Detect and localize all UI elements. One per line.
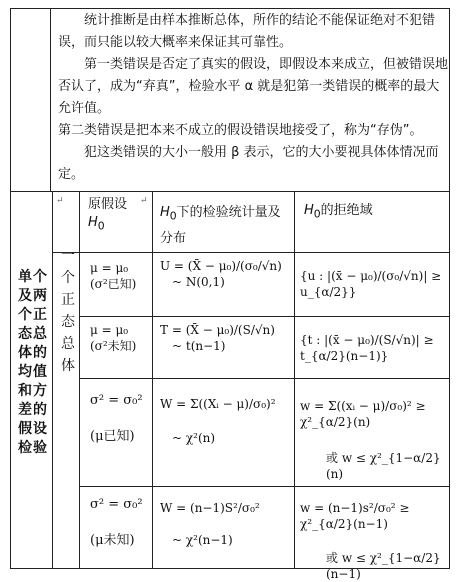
intro-paragraph-4: 犯这类错误的大小一般用 β 表示，它的大小要视具体体情况而定。: [58, 145, 439, 182]
row-3-rejection-text: w = Σ((xᵢ − μ)/σ₀)² ≥ χ²_{α/2}(n): [300, 399, 426, 429]
section-subtitle: 一个正态总体: [61, 248, 75, 374]
header-rejection-symbol: H: [304, 203, 314, 218]
intro-bottom-border: [10, 191, 450, 192]
header-hypothesis-symbol: H: [88, 215, 98, 230]
row-3-hypothesis-text: σ² = σ₀²: [90, 393, 143, 408]
row-4-rejection: [300, 500, 448, 582]
row-2-condition: (σ²未知): [90, 339, 137, 353]
row-2-hypothesis: [90, 322, 150, 354]
row-1-condition: (σ²已知): [90, 277, 137, 291]
header-statistic: $H_0$下的检验统计量及分布: [160, 205, 281, 246]
para-mark: ↵: [56, 196, 64, 206]
table-col-4-divider: [294, 191, 295, 568]
row-1-statistic: [160, 258, 292, 290]
table-row-2-border: [79, 378, 450, 379]
intro-paragraph-3: 第二类错误是把本来不成立的假设错误地接受了，称为“存伪”。: [58, 123, 423, 138]
table-col-1-divider: [52, 191, 53, 568]
row-2-rejection: [300, 332, 448, 364]
row-3-statistic: [160, 396, 292, 446]
row-1-hypothesis: [90, 260, 150, 292]
row-1-hypothesis-text: μ = μ₀: [90, 261, 129, 275]
table-col-2-divider: [79, 191, 80, 568]
table-row-3-border: [79, 486, 450, 487]
row-4-distribution: ~ χ²(n−1): [172, 533, 233, 547]
row-4-rejection-alt: 或 w ≤ χ²_{1−α/2}(n−1): [326, 551, 441, 581]
frame-top-border: [10, 8, 450, 9]
row-4-rejection-text: w = (n−1)s²/σ₀² ≥ χ²_{α/2}(n−1): [300, 501, 410, 531]
para-mark: ↵: [140, 196, 148, 206]
row-4-statistic-text: W = (n−1)S²/σ₀²: [160, 501, 260, 515]
row-4-condition: (μ未知): [90, 533, 135, 548]
row-4-statistic: [160, 500, 292, 548]
row-2-statistic: [160, 322, 292, 354]
header-statistic-label: 下的检验统计量及分布: [160, 205, 281, 246]
row-4-hypothesis-text: σ² = σ₀²: [90, 497, 143, 512]
row-3-rejection-alt: 或 w ≤ χ²_{1−α/2}(n): [326, 451, 441, 481]
row-3-distribution: ~ χ²(n): [172, 431, 216, 445]
row-2-distribution: ~ t(n−1): [172, 339, 226, 353]
header-rejection: $H_0$的拒绝域: [304, 203, 373, 221]
row-1-rejection: [300, 268, 448, 300]
table-col-3-divider: [152, 191, 153, 568]
row-1-distribution: ~ N(0,1): [172, 275, 225, 289]
row-2-hypothesis-text: μ = μ₀: [90, 323, 129, 337]
row-3-rejection: [300, 398, 448, 482]
row-3-statistic-text: W = Σ((Xᵢ − μ)/σ₀)²: [160, 397, 276, 411]
intro-column-divider: [50, 8, 51, 191]
row-2-statistic-text: T = (X̄ − μ₀)/(S/√n): [160, 323, 275, 337]
table-header-border: [52, 252, 450, 253]
header-statistic-symbol: H: [160, 205, 170, 220]
table-row-1-border: [79, 316, 450, 317]
row-1-statistic-text: U = (X̄ − μ₀)/(σ₀/√n): [160, 259, 282, 273]
frame-left-border: [10, 8, 11, 568]
header-rejection-label: 的拒绝域: [320, 203, 373, 218]
section-title: 单个及两个正态总体的均值和方差的假设检验: [18, 269, 48, 456]
intro-paragraph-1: 统计推断是由样本推断总体，所作的结论不能保证绝对不犯错误，而只能以较大概率来保证其可靠性。: [58, 13, 436, 50]
header-hypothesis-label: 原假设: [88, 197, 128, 212]
row-3-hypothesis: [90, 390, 150, 448]
frame-right-border: [449, 8, 450, 568]
row-1-rejection-text: {u : |(x̄ − μ₀)/(σ₀/√n)| ≥ u_{α/2}}: [300, 269, 442, 299]
intro-paragraph-2: 第一类错误是否定了真实的假设，即假设本来成立，但被错误地否认了，成为“弃真”，检验水平 α 就是犯第一类错误的概率的最大允许值。: [58, 57, 449, 116]
row-3-condition: (μ已知): [90, 429, 135, 444]
row-2-rejection-text: {t : |(x̄ − μ₀)/(S/√n)| ≥ t_{α/2}(n−1)}: [300, 333, 434, 363]
row-4-hypothesis: [90, 494, 150, 552]
header-hypothesis: 原假设 $H_0$: [88, 197, 128, 233]
intro-text: [58, 10, 448, 190]
